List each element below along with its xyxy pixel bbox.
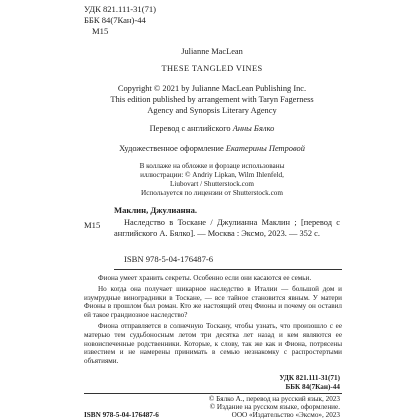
illustration-credit-line: В коллаже на обложке и форзаце использованы [139,162,285,170]
artist-name: Екатерины Петровой [225,144,305,153]
divider-line [114,269,342,270]
abstract-paragraph: Но когда она получает шикарное наследство в Италии — большой дом и изумрудные виноградники в Тоскане, — все тайное становится явным. У матери Фионы в прошлом был роман. Кто же настоящий отец Фионы и почему он оставил ей такое грандиозное наследство? [84,284,342,320]
divider-line [84,393,342,394]
translator-name: Анны Бялко [232,124,275,133]
artist-label: Художественное оформление [119,144,224,153]
abstract-paragraph: Фиона отправляется в солнечную Тоскану, чтобы узнать, что произошло с ее матерью тем судьбоносным летом три десятка лет назад и кем являются ее новоиспеченные родственники. Которые, к слову, так же как и Фиона, потрясены известием и не намерены принимать в семью незнакомку с распростертыми объятиями. [84,322,342,366]
illustration-credit-line: Liubovart / Shutterstock.com [169,180,255,188]
biblio-heading: Маклин, Джулианна. [114,205,198,215]
artist-credit [84,144,340,154]
copyright-line: Copyright © 2021 by Julianne MacLean Publishing Inc. [117,84,307,93]
copyright-line: This edition published by arrangement with Taryn Fagerness [110,95,314,104]
bbk-code-top: ББК 84(7Кан)-44 [84,15,146,25]
udk-code-top: УДК 821.111-31(71) [84,4,157,14]
russian-copyright-line: ООО «Издательство «Эксмо», 2023 [231,411,340,419]
translator-credit [84,124,340,134]
copyright-line: Agency and Synopsis Literary Agency [147,106,277,115]
isbn-bottom: ISBN 978-5-04-176487-6 [84,411,159,419]
biblio-description: Наследство в Тоскане / Джулианна Маклин ; [перевод с английского А. Бялко]. — Москва : Эксмо, 2023. — 352 с. [114,218,340,238]
biblio-mark: М15 [84,220,101,230]
translator-label: Перевод с английского [149,124,231,133]
udk-code-bottom: УДК 821.111-31(71) [279,374,340,382]
illustration-credit-line: иллюстрации: © Andriy Lipkan, Wilm Ihlenfeld, [140,171,284,179]
bbk-code-bottom: ББК 84(7Кан)-44 [285,383,340,391]
original-title: THESE TANGLED VINES [161,64,263,73]
illustration-credit-line: Используется по лицензии от Shutterstock.com [141,189,283,197]
russian-copyright-line: © Бялко А., перевод на русский язык, 2023 [208,395,340,403]
abstract-paragraph: Фиона умеет хранить секреты. Особенно если они касаются ее семьи. [98,274,312,282]
isbn-line: ISBN 978-5-04-176487-6 [124,254,214,264]
original-author: Julianne MacLean [181,47,243,56]
author-mark-top: М15 [92,26,109,36]
russian-copyright-line: © Издание на русском языке, оформление. [209,403,340,411]
abstract [84,274,342,368]
